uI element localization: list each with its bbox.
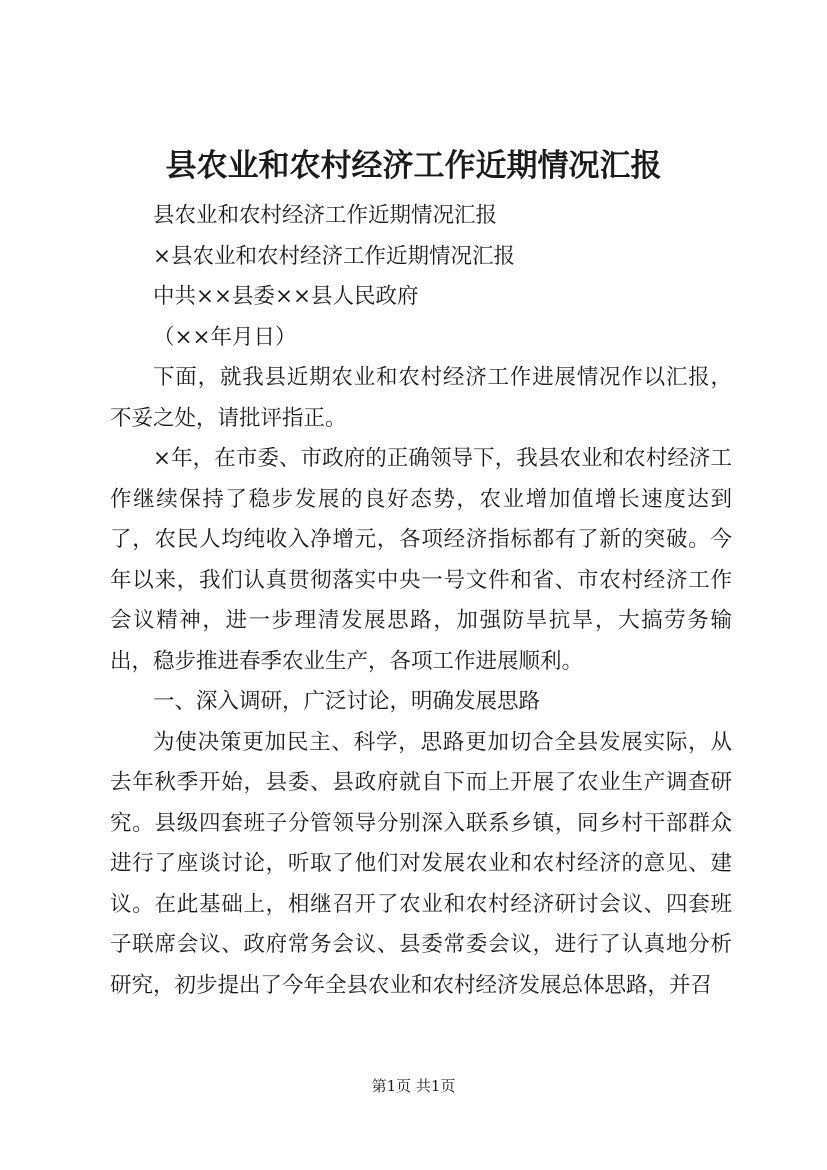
paragraph-heading: ×县农业和农村经济工作近期情况汇报 (153, 243, 516, 269)
paragraph-intro: 下面，就我县近期农业和农村经济工作进展情况作以汇报，不妥之处，请批评指正。 (110, 365, 732, 431)
paragraph-issuer: 中共××县委××县人民政府 (153, 284, 419, 309)
paragraph-overview: ×年，在市委、市政府的正确领导下，我县农业和农村经济工作继续保持了稳步发展的良好态势，农业增加值增长速度达到了，农民人均纯收入净增元，各项经济指标都有了新的突破。今年以来，我们认真贯彻落实中央一号文件和省、市农村经济工作会议精神，进一步理清发展思路，加强防旱抗旱，大搞劳务输出，稳步推进春季农业生产，各项工作进展顺利。 (110, 446, 732, 674)
paragraph-section-1: 为使决策更加民主、科学，思路更加切合全县发展实际，从去年秋季开始，县委、县政府就自下而上开展了农业生产调查研究。县级四套班子分管领导分别深入联系乡镇，同乡村干部群众进行了座谈讨论，听取了他们对发展农业和农村经济的意见、建议。在此基础上，相继召开了农业和农村经济研讨会议、四套班子联席会议、政府常务会议、县委常委会议，进行了认真地分析研究，初步提出了今年全县农业和农村经济发展总体思路，并召 (110, 729, 732, 998)
section-heading-1: 一、深入调研，广泛讨论，明确发展思路 (153, 689, 541, 714)
paragraph-subtitle: 县农业和农村经济工作近期情况汇报 (153, 203, 498, 228)
page-number-footer: 第1页 共1页 (371, 1077, 456, 1095)
document-title: 县农业和农村经济工作近期情况汇报 (165, 148, 662, 184)
document-body (110, 196, 732, 1006)
paragraph-date: （××年月日） (153, 324, 297, 350)
